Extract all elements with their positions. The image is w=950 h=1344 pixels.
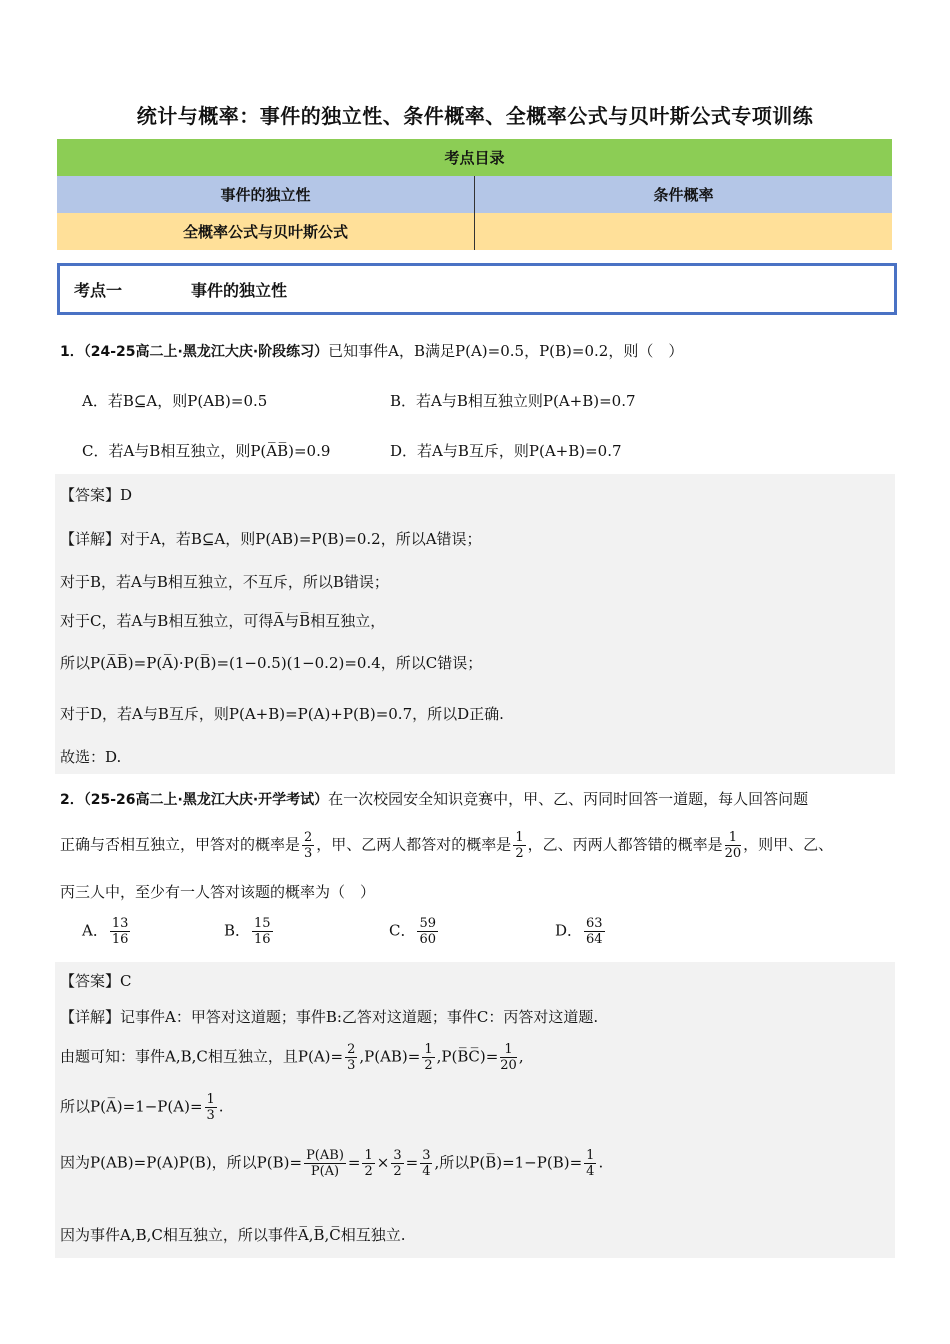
toc-row-2 — [57, 213, 892, 250]
fraction — [513, 830, 525, 861]
toc-item-total-probability[interactable]: 全概率公式与贝叶斯公式 — [57, 213, 475, 250]
section-name: 事件的独立性 — [191, 280, 288, 300]
denominator: 2 — [424, 1058, 433, 1073]
solution-text: ,所以P(B̅)=1−P(B)= — [434, 1153, 583, 1172]
q1-solution-line: 对于C，若A与B相互独立，可得A̅与B̅相互独立， — [60, 612, 386, 630]
question-2-stem-line2 — [60, 830, 833, 861]
solution-text: × — [376, 1153, 390, 1172]
solution-text: = — [347, 1153, 361, 1172]
denominator: 2 — [515, 846, 524, 861]
fraction — [110, 916, 131, 947]
solution-text: 因为P(AB)=P(A)P(B)，所以P(B)= — [60, 1153, 303, 1172]
solution-text: = — [405, 1153, 419, 1172]
question-source: （24-25高二上·黑龙江大庆·阶段练习） — [83, 344, 329, 360]
numerator: 2 — [304, 830, 313, 845]
q2-answer: 【答案】C — [60, 972, 132, 990]
denominator: 2 — [393, 1164, 402, 1179]
question-number: 2． — [60, 792, 84, 808]
q1-solution-line: 故选：D. — [60, 748, 122, 766]
denominator: 3 — [206, 1108, 215, 1123]
question-number: 1． — [60, 344, 84, 360]
denominator: 60 — [419, 932, 437, 947]
numerator: 59 — [419, 916, 437, 931]
fraction — [725, 830, 742, 861]
solution-text: ,P(B̅C̅)= — [436, 1047, 499, 1066]
q2-option-d[interactable] — [555, 916, 607, 947]
numerator: 15 — [254, 916, 271, 931]
question-text: ，甲、乙两人都答对的概率是 — [316, 835, 512, 854]
q2-option-b[interactable] — [224, 916, 275, 947]
q2-solution-line: 【详解】记事件A：甲答对这道题；事件B:乙答对这道题；事件C：丙答对这道题. — [60, 1008, 599, 1026]
fraction — [417, 916, 438, 947]
q2-option-c[interactable] — [389, 916, 440, 947]
q2-solution-line — [60, 1042, 524, 1073]
q1-solution-line: 所以P(A̅B̅)=P(A̅)·P(B̅)=(1−0.5)(1−0.2)=0.4，所以C错误； — [60, 654, 483, 672]
numerator: 63 — [586, 916, 603, 931]
numerator: 1 — [515, 830, 524, 845]
q1-solution-line: 【详解】对于A，若B⊆A，则P(AB)=P(B)=0.2，所以A错误； — [60, 530, 482, 548]
fraction — [422, 1042, 434, 1073]
fraction — [500, 1042, 517, 1073]
section-heading — [57, 263, 897, 315]
q1-option-c[interactable]: C．若A与B相互独立，则P(A̅B̅)=0.9 — [82, 442, 331, 460]
numerator: 1 — [725, 830, 742, 846]
numerator: 1 — [364, 1148, 373, 1163]
question-text: 在一次校园安全知识竞赛中，甲、乙、丙同时回答一道题，每人回答问题 — [328, 790, 809, 808]
option-label: A． — [82, 921, 108, 940]
denominator: 3 — [347, 1058, 356, 1073]
toc-header: 考点目录 — [444, 149, 505, 167]
toc-item-conditional[interactable]: 条件概率 — [653, 186, 714, 204]
q1-solution-line: 对于D，若A与B互斥，则P(A+B)=P(A)+P(B)=0.7，所以D正确. — [60, 705, 504, 723]
fraction — [205, 1092, 217, 1123]
section-label: 考点一 — [74, 280, 123, 300]
toc-row-1 — [57, 176, 892, 213]
question-1-stem — [60, 340, 683, 363]
q1-option-a[interactable]: A．若B⊆A，则P(AB)=0.5 — [82, 392, 268, 410]
question-source: （25-26高二上·黑龙江大庆·开学考试） — [83, 792, 329, 808]
page-title: 统计与概率：事件的独立性、条件概率、全概率公式与贝叶斯公式专项训练 — [136, 104, 814, 128]
toc-header-row — [57, 139, 892, 176]
q2-answer-box — [55, 962, 895, 1258]
question-text: 已知事件A，B满足P(A)=0.5，P(B)=0.2，则（ ） — [328, 342, 684, 360]
fraction — [252, 916, 273, 947]
denominator: 16 — [111, 932, 129, 947]
q1-answer-box — [55, 474, 895, 774]
option-label: C． — [389, 921, 416, 940]
question-text: ，则甲、乙、 — [743, 835, 834, 854]
numerator: 3 — [422, 1148, 431, 1163]
toc-empty-cell — [475, 213, 892, 250]
denominator: 3 — [304, 846, 313, 861]
toc-table — [57, 139, 892, 250]
numerator: 3 — [393, 1148, 402, 1163]
q1-option-b[interactable]: B．若A与B相互独立则P(A+B)=0.7 — [390, 392, 636, 410]
q1-answer: 【答案】D — [60, 486, 133, 504]
option-label: D． — [555, 921, 583, 940]
denominator: 20 — [500, 1058, 517, 1073]
solution-text: . — [598, 1153, 604, 1172]
solution-text: . — [218, 1097, 224, 1116]
option-label: B． — [224, 921, 251, 940]
denominator: 4 — [586, 1164, 595, 1179]
solution-text: 由题可知：事件A,B,C相互独立，且P(A)= — [60, 1047, 344, 1066]
fraction — [304, 1148, 346, 1179]
numerator: 1 — [500, 1042, 517, 1058]
question-2-stem — [60, 788, 808, 811]
q2-option-a[interactable] — [82, 916, 132, 947]
denominator: 2 — [364, 1164, 373, 1179]
q1-option-d[interactable]: D．若A与B互斥，则P(A+B)=0.7 — [390, 442, 622, 460]
numerator: P(AB) — [306, 1148, 344, 1163]
question-text: 正确与否相互独立，甲答对的概率是 — [60, 835, 301, 854]
question-2-stem-line3: 丙三人中，至少有一人答对该题的概率为（ ） — [60, 883, 376, 901]
denominator: 4 — [422, 1164, 431, 1179]
numerator: 1 — [586, 1148, 595, 1163]
fraction — [302, 830, 314, 861]
q2-solution-line — [60, 1092, 224, 1123]
numerator: 13 — [111, 916, 129, 931]
solution-text: 所以P(A̅)=1−P(A)= — [60, 1097, 203, 1116]
fraction — [362, 1148, 374, 1179]
question-text: ，乙、丙两人都答错的概率是 — [527, 835, 723, 854]
numerator: 2 — [347, 1042, 356, 1057]
q1-solution-line: 对于B，若A与B相互独立，不互斥，所以B错误； — [60, 573, 389, 591]
denominator: 20 — [724, 846, 742, 861]
fraction — [420, 1148, 432, 1179]
denominator: 64 — [586, 932, 603, 947]
solution-text: ,P(AB)= — [359, 1047, 421, 1066]
numerator: 1 — [206, 1092, 215, 1107]
q2-solution-line — [60, 1148, 603, 1179]
denominator: 16 — [254, 932, 271, 947]
fraction — [584, 1148, 596, 1179]
numerator: 1 — [424, 1042, 433, 1057]
fraction — [391, 1148, 403, 1179]
solution-text: , — [518, 1047, 524, 1066]
fraction — [584, 916, 605, 947]
denominator: P(A) — [310, 1164, 340, 1179]
fraction — [345, 1042, 357, 1073]
toc-item-independence[interactable]: 事件的独立性 — [57, 176, 475, 213]
q2-solution-line: 因为事件A,B,C相互独立，所以事件A̅,B̅,C̅相互独立. — [60, 1226, 406, 1244]
